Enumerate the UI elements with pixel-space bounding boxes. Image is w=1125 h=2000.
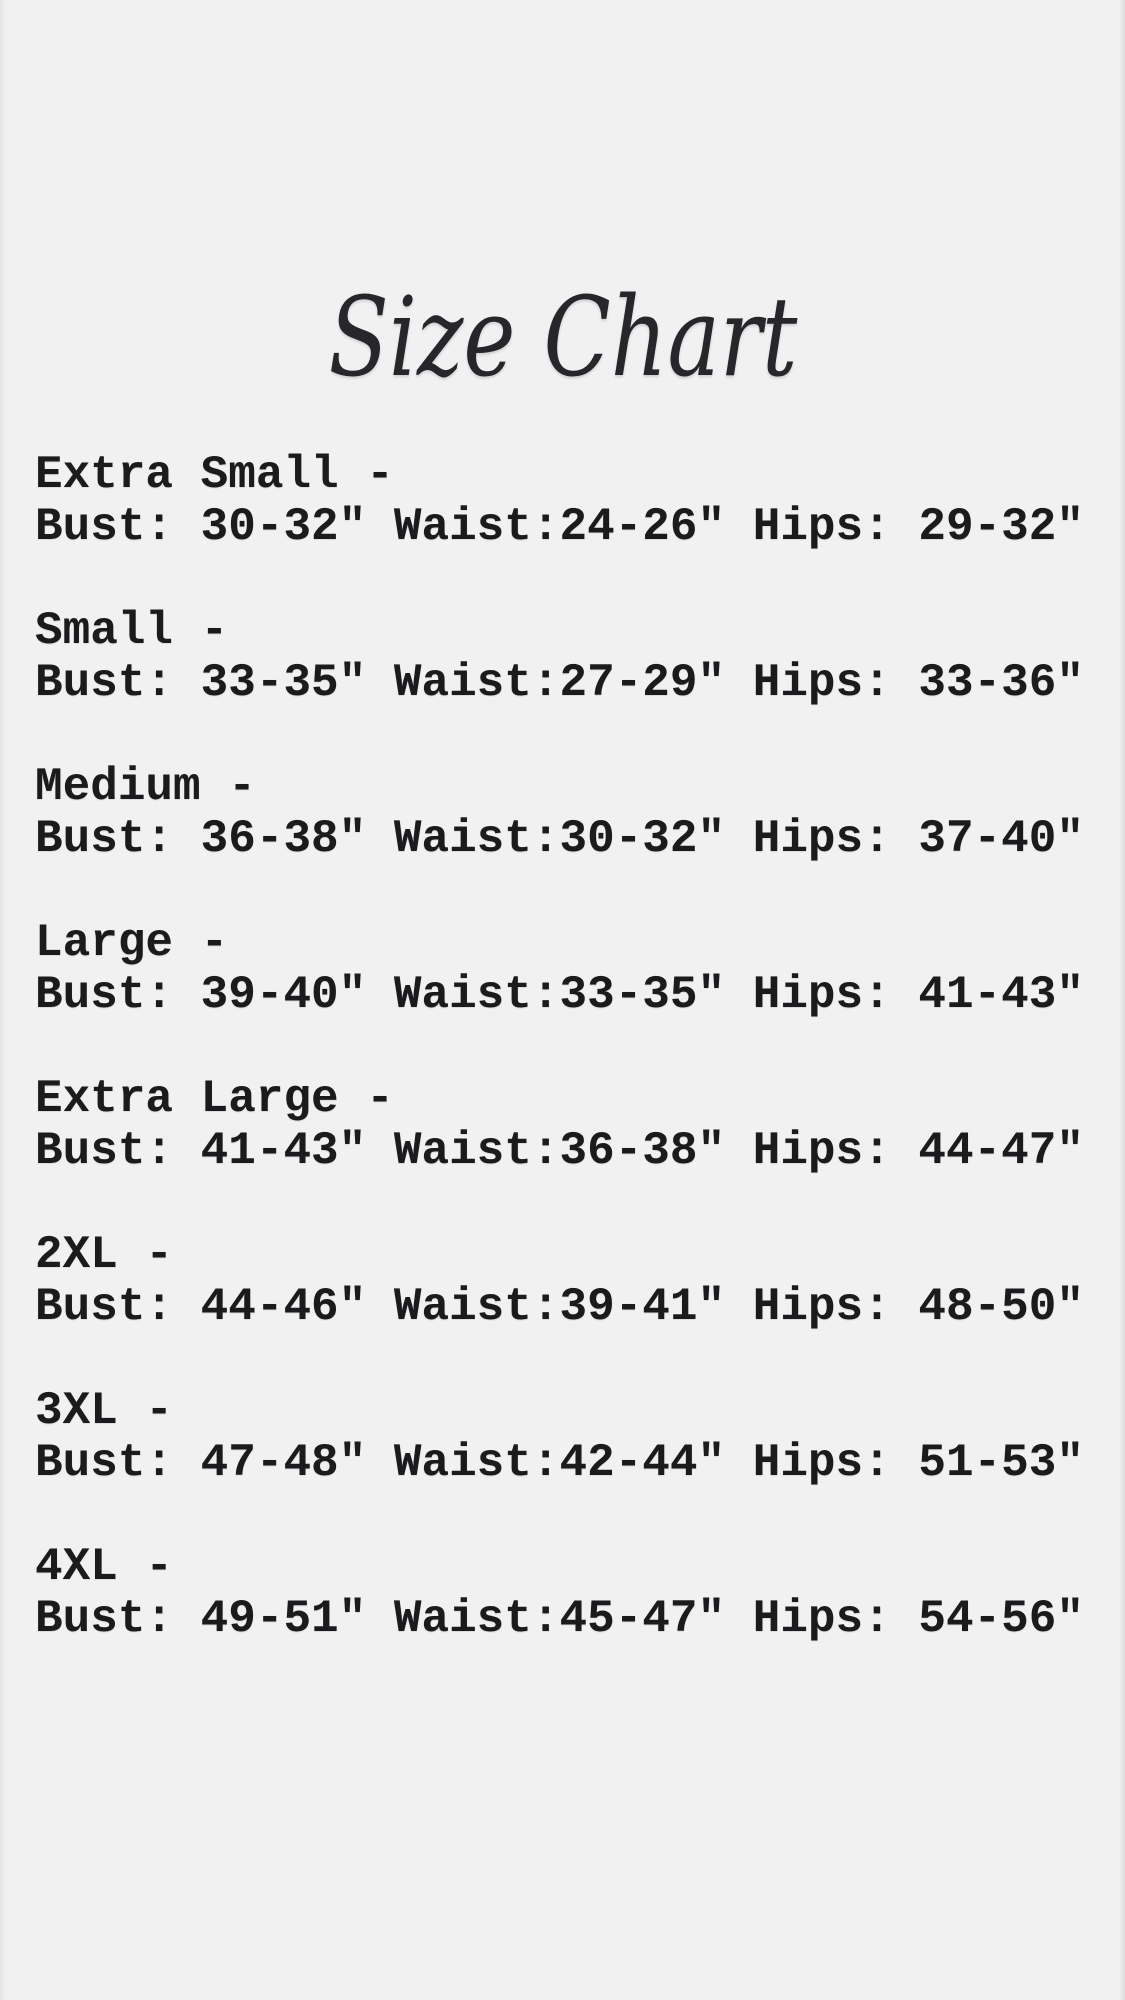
size-entry-label: Small - [35, 605, 229, 657]
page-title: Size Chart [328, 273, 797, 401]
size-entry-label: Large - [35, 917, 229, 969]
size-entry-measurements: Bust: 41-43″ Waist:36-38″ Hips: 44-47″ [35, 1125, 1084, 1177]
size-entry-4xl [35, 1541, 1125, 1645]
size-entry-measurements: Bust: 44-46″ Waist:39-41″ Hips: 48-50″ [35, 1281, 1084, 1333]
size-entry-label: Extra Large - [35, 1073, 394, 1125]
size-entry-small [35, 605, 1125, 709]
size-entry-label: 3XL - [35, 1385, 174, 1437]
size-entry-measurements: Bust: 33-35″ Waist:27-29″ Hips: 33-36″ [35, 657, 1084, 709]
size-entry-label: Medium - [35, 761, 256, 813]
size-entry-large [35, 917, 1125, 1021]
size-entry-label: 2XL - [35, 1229, 174, 1281]
size-entry-extra-large [35, 1073, 1125, 1177]
size-entry-medium [35, 761, 1125, 865]
size-entry-measurements: Bust: 36-38″ Waist:30-32″ Hips: 37-40″ [35, 813, 1084, 865]
size-entries-list [35, 449, 1125, 1645]
size-entry-label: 4XL - [35, 1541, 174, 1593]
size-entry-3xl [35, 1385, 1125, 1489]
size-entry-2xl [35, 1229, 1125, 1333]
size-entry-measurements: Bust: 49-51″ Waist:45-47″ Hips: 54-56″ [35, 1593, 1084, 1645]
size-entry-extra-small [35, 449, 1125, 553]
page-title-wrap [0, 0, 1125, 401]
size-entry-label: Extra Small - [35, 449, 394, 501]
size-entry-measurements: Bust: 39-40″ Waist:33-35″ Hips: 41-43″ [35, 969, 1084, 1021]
size-entry-measurements: Bust: 30-32″ Waist:24-26″ Hips: 29-32″ [35, 501, 1084, 553]
size-entry-measurements: Bust: 47-48″ Waist:42-44″ Hips: 51-53″ [35, 1437, 1084, 1489]
